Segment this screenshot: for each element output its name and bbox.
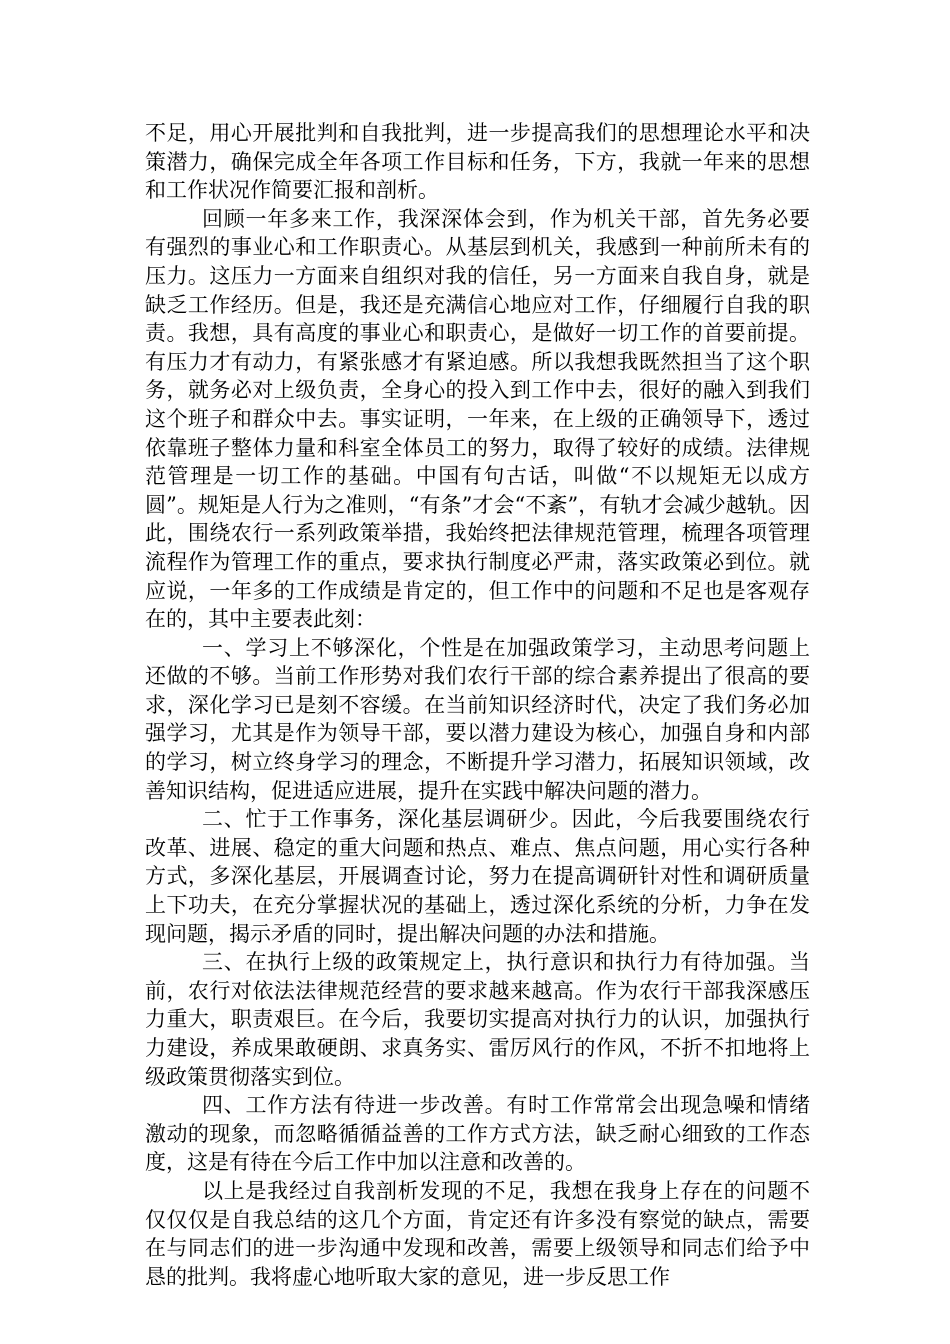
paragraph-issue-study: 一、学习上不够深化，个性是在加强政策学习，主动思考问题上还做的不够。当前工作形势对我们农行干部的综合素养提出了很高的要求，深化学习已是刻不容缓。在当前知识经济时代，决定了我们务必加强学习，尤其是作为领导干部，要以潜力建设为核心，加强自身和内部的学习，树立终身学习的理念，不断提升学习潜力，拓展知识领域，改善知识结构，促进适应进展，提升在实践中解决问题的潜力。 <box>145 635 810 803</box>
paragraph-issue-research: 二、忙于工作事务，深化基层调研少。因此，今后我要围绕农行改革、进展、稳定的重大问题和热点、难点、焦点问题，用心实行各种方式，多深化基层，开展调查讨论，努力在提高调研针对性和调研质量上下功夫，在充分掌握状况的基础上，透过深化系统的分析，力争在发现问题，揭示矛盾的同时，提出解决问题的办法和措施。 <box>145 807 810 946</box>
paragraph-conclusion: 以上是我经过自我剖析发现的不足，我想在我身上存在的问题不仅仅仅是自我总结的这几个方面，肯定还有许多没有察觉的缺点，需要在与同志们的进一步沟通中发现和改善，需要上级领导和同志们给予中恳的批判。我将虚心地听取大家的意见，进一步反思工作 <box>145 1178 810 1289</box>
paragraph-review: 回顾一年多来工作，我深深体会到，作为机关干部，首先务必要有强烈的事业心和工作职责心。从基层到机关，我感到一种前所未有的压力。这压力一方面来自组织对我的信任，另一方面来自我自身，就是缺乏工作经历。但是，我还是充满信心地应对工作，仔细履行自我的职责。我想，具有高度的事业心和职责心，是做好一切工作的首要前提。有压力才有动力，有紧张感才有紧迫感。所以我想我既然担当了这个职务，就务必对上级负责，全身心的投入到工作中去，很好的融入到我们这个班子和群众中去。事实证明，一年来，在上级的正确领导下，透过依靠班子整体力量和科室全体员工的努力，取得了较好的成绩。法律规范管理是一切工作的基础。中国有句古话，叫做“不以规矩无以成方圆”。规矩是人行为之准则，“有条”才会“不紊”，有轨才会减少越轨。因此，围绕农行一系列政策举措，我始终把法律规范管理，梳理各项管理流程作为管理工作的重点，要求执行制度必严肃，落实政策必到位。就应说，一年多的工作成绩是肯定的，但工作中的问题和不足也是客观存在的，其中主要表此刻： <box>145 206 810 632</box>
paragraph-issue-methods: 四、工作方法有待进一步改善。有时工作常常会出现急噪和情绪激动的现象，而忽略循循益善的工作方式方法，缺乏耐心细致的工作态度，这是有待在今后工作中加以注意和改善的。 <box>145 1093 810 1175</box>
paragraph-continuation: 不足，用心开展批判和自我批判，进一步提高我们的思想理论水平和决策潜力，确保完成全年各项工作目标和任务，下方，我就一年来的思想和工作状况作简要汇报和剖析。 <box>145 121 810 203</box>
paragraph-issue-execution: 三、在执行上级的政策规定上，执行意识和执行力有待加强。当前，农行对依法法律规范经营的要求越来越高。作为农行干部我深感压力重大，职责艰巨。在今后，我要切实提高对执行力的认识，加强执行力建设，养成果敢硬朗、求真务实、雷厉风行的作风，不折不扣地将上级政策贯彻落实到位。 <box>145 950 810 1089</box>
document-body <box>145 119 810 1291</box>
